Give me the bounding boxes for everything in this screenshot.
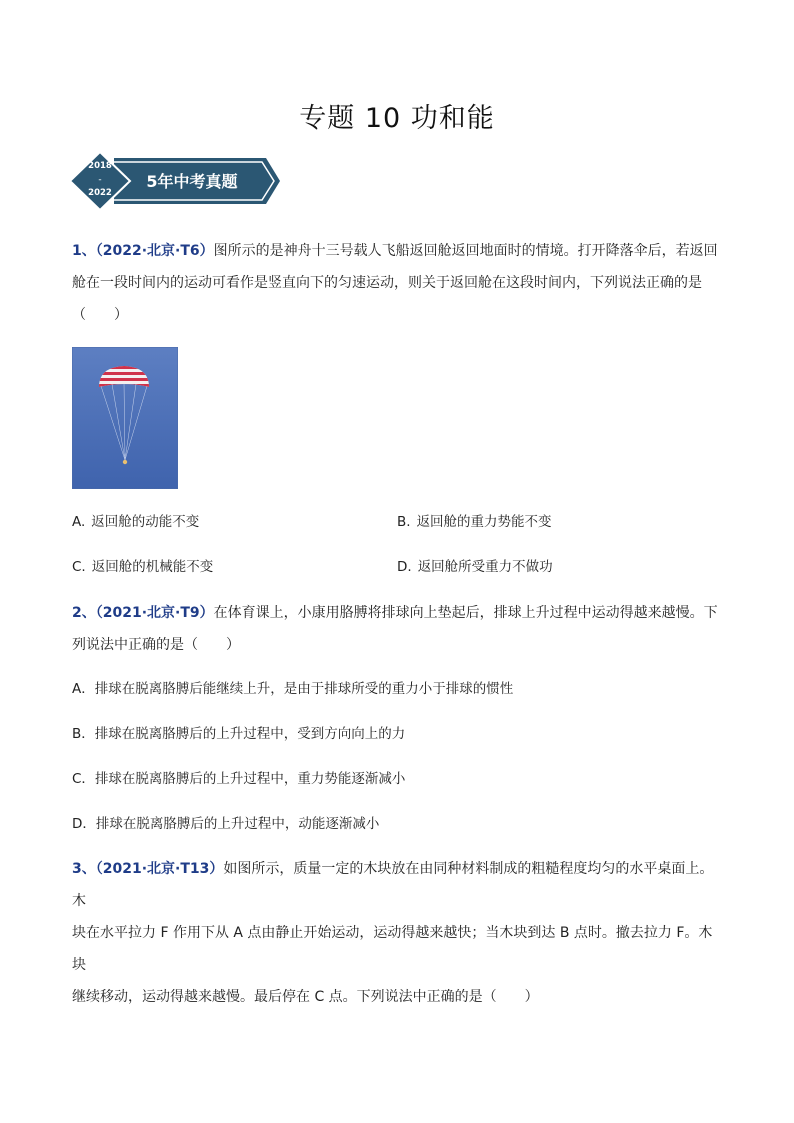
q2-option-d[interactable] [72,814,379,834]
question-2-text: 在体育课上，小康用胳膊将排球向上垫起后，排球上升过程中运动得越来越慢。下 [213,605,718,621]
banner-year-dash: - [98,175,102,185]
page-title: 专题 10 功和能 [299,103,495,134]
question-3 [72,853,722,1013]
question-3-line-2: 块在水平拉力 F 作用下从 A 点由静止开始运动，运动得越来越快；当木块到达 B 点时。撤去拉力 F。木块 [72,925,713,973]
q2-option-b[interactable] [72,724,405,744]
question-2-source: （2021·北京·T9） [95,605,214,621]
question-1-line-2: 舱在一段时间内的运动可看作是竖直向下的匀速运动，则关于返回舱在这段时间内，下列说法正确的是 [72,275,702,291]
return-capsule [123,460,127,464]
parachute-photo [72,347,178,489]
q1-option-d-letter: D. [397,559,412,575]
q2-option-d-text: 排球在脱离胳膊后的上升过程中，动能逐渐减小 [95,816,380,832]
q1-option-a[interactable] [72,512,199,532]
q1-option-b-text: 返回舱的重力势能不变 [416,514,552,530]
q1-option-c-letter: C. [72,559,86,575]
question-3-number: 3、 [72,861,96,877]
q2-option-b-text: 排球在脱离胳膊后的上升过程中，受到方向向上的力 [94,726,406,742]
question-1-line-3: （ ） [72,307,128,323]
q2-option-c[interactable] [72,769,405,789]
q2-option-b-letter: B． [72,726,95,742]
q1-option-d-text: 返回舱所受重力不做功 [417,559,553,575]
q2-option-a-letter: A． [72,681,95,697]
question-3-source: （2021·北京·T13） [95,861,224,877]
question-1-text: 图所示的是神舟十三号载人飞船返回舱返回地面时的情境。打开降落伞后，若返回 [213,243,718,259]
q2-option-a-text: 排球在脱离胳膊后能继续上升，是由于排球所受的重力小于排球的惯性 [94,681,514,697]
q1-option-a-letter: A. [72,514,86,530]
q1-option-c[interactable] [72,557,213,577]
question-3-line-1 [72,853,722,917]
banner-label: 5年中考真题 [146,172,238,191]
question-2 [72,597,722,661]
banner-year-start: 2018 [88,161,112,171]
q1-option-a-text: 返回舱的动能不变 [91,514,200,530]
q2-option-c-text: 排球在脱离胳膊后的上升过程中，重力势能逐渐减小 [94,771,406,787]
banner-year-end: 2022 [88,188,112,198]
q1-option-d[interactable] [397,557,553,577]
question-1-line-1 [72,235,722,267]
question-3-text: 如图所示，质量一定的木块放在由同种材料制成的粗糙程度均匀的水平桌面上。木 [72,861,714,909]
q2-option-c-letter: C． [72,771,95,787]
question-1-source: （2022·北京·T6） [95,243,214,259]
q1-option-b[interactable] [397,512,552,532]
section-banner [70,152,282,210]
question-2-line-1 [72,597,722,629]
question-1 [72,235,722,331]
question-3-line-3: 继续移动，运动得越来越慢。最后停在 C 点。下列说法中正确的是（ ） [72,989,539,1005]
q1-option-c-text: 返回舱的机械能不变 [91,559,214,575]
question-2-line-2: 列说法中正确的是（ ） [72,637,240,653]
q2-option-d-letter: D． [72,816,96,832]
question-2-number: 2、 [72,605,96,621]
question-1-number: 1、 [72,243,96,259]
q1-option-b-letter: B. [397,514,411,530]
q2-option-a[interactable] [72,679,513,699]
